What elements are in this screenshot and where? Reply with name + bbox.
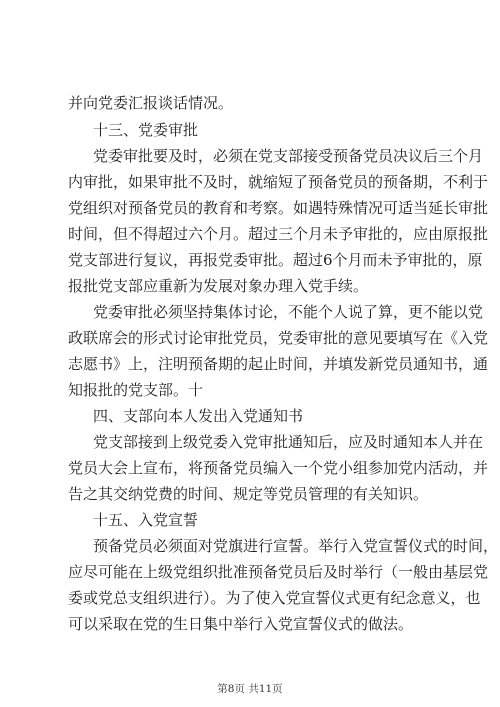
section-heading-15: 十五、入党宣誓 (93, 511, 199, 529)
text-line: 应尽可能在上级党组织批准预备党员后及时举行（一般由基层党 (68, 563, 489, 581)
page-footer: 第8页 共11页 (217, 683, 283, 695)
text-line: 志愿书》上，注明预备期的起止时间，并填发新党员通知书，通 (68, 355, 489, 373)
text-line: 政联席会的形式讨论审批党员，党委审批的意见要填写在《入党 (68, 329, 489, 347)
text-line: 告之其交纳党费的时间、规定等党员管理的有关知识。 (68, 485, 429, 503)
text-line: 内审批，如果审批不及时，就缩短了预备党员的预备期，不利于 (68, 173, 489, 191)
section-heading-14: 四、支部向本人发出入党通知书 (93, 407, 304, 425)
text-line: 时间，但不得超过六个月。超过三个月未予审批的，应由原报批 (68, 225, 489, 243)
text-line: 委或党总支组织进行）。为了使入党宣誓仪式更有纪念意义，也 (68, 589, 481, 607)
text-line: 党支部接到上级党委入党审批通知后，应及时通知本人并在 (93, 433, 484, 451)
text-line: 党组织对预备党员的教育和考察。如遇特殊情况可适当延长审批 (68, 199, 489, 217)
text-line: 党支部进行复议，再报党委审批。超过6个月而未予审批的，原 (68, 251, 483, 269)
text-line: 党委审批必须坚持集体讨论，不能个人说了算，更不能以党 (93, 303, 484, 321)
text-line: 党员大会上宣布，将预备党员编入一个党小组参加党内活动，并 (68, 459, 489, 477)
text-line: 知报批的党支部。十 (68, 381, 204, 399)
text-line: 报批党支部应重新为发展对象办理入党手续。 (68, 277, 369, 295)
text-line: 可以采取在党的生日集中举行入党宣誓仪式的做法。 (68, 615, 414, 633)
section-heading-13: 十三、党委审批 (93, 121, 199, 139)
text-line: 并向党委汇报谈话情况。 (68, 94, 234, 112)
text-line: 党委审批要及时，必须在党支部接受预备党员决议后三个月 (93, 147, 484, 165)
text-line: 预备党员必须面对党旗进行宣誓。举行入党宣誓仪式的时间， (93, 537, 499, 555)
